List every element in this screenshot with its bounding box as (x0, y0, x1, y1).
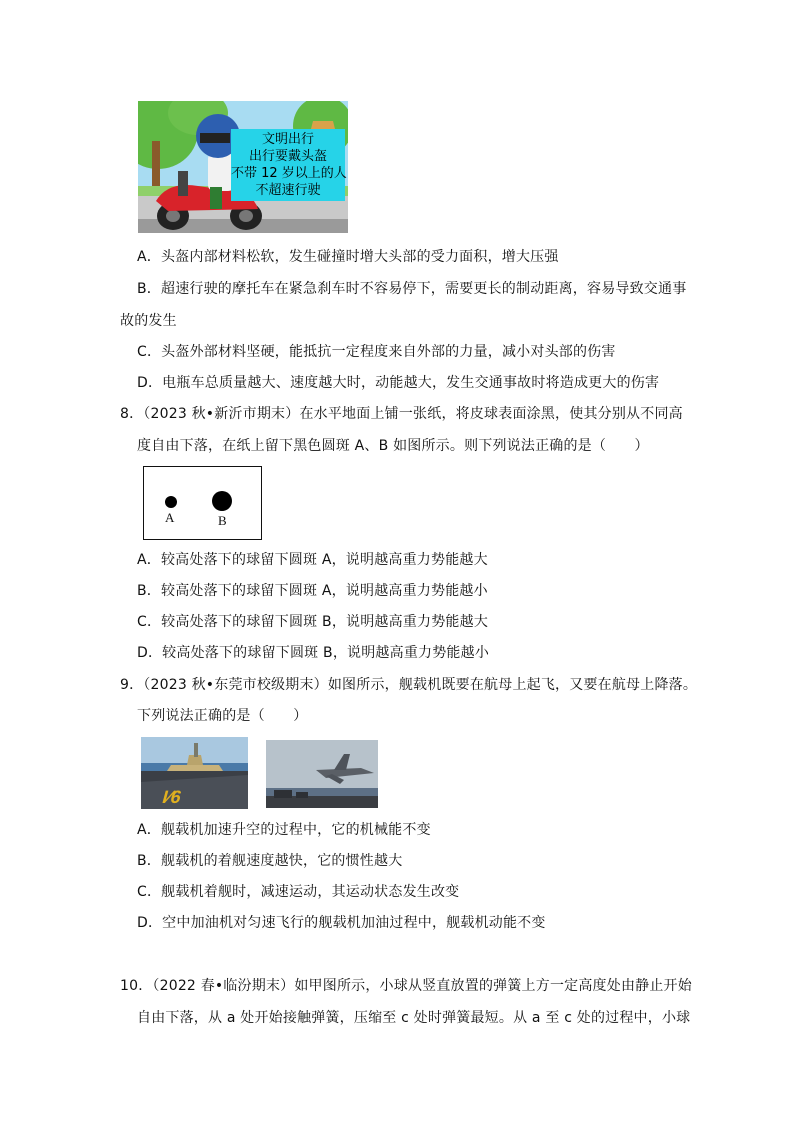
carrier-deck-image (141, 737, 248, 809)
q8-option-b: B．较高处落下的球留下圆斑 A，说明越高重力势能越小 (137, 583, 488, 599)
spot-b-label: B (218, 513, 227, 528)
q9-stem-line-2: 下列说法正确的是（ ） (137, 708, 308, 724)
q7-option-b: B．超速行驶的摩托车在紧急刹车时不容易停下，需要更长的制动距离，容易导致交通事 (137, 281, 687, 297)
caption-line: 出行要戴头盔 (248, 149, 327, 164)
q8-stem-line-1: 8．（2023 秋•新沂市期末）在水平地面上铺一张纸，将皮球表面涂黑，使其分别从不同高 (120, 406, 683, 422)
caption-line: 不超速行驶 (255, 183, 321, 198)
carrier-deck-photo (141, 737, 248, 809)
black-spots-figure (143, 466, 262, 540)
q9-option-c: C．舰载机着舰时，减速运动，其运动状态发生改变 (137, 884, 460, 900)
jet-landing-image (266, 740, 378, 808)
q9-option-a: A．舰载机加速升空的过程中，它的机械能不变 (137, 822, 431, 838)
q8-option-c: C．较高处落下的球留下圆斑 B，说明越高重力势能越大 (137, 614, 489, 630)
helmet-caption-box (231, 129, 345, 201)
q9-option-d: D．空中加油机对匀速飞行的舰载机加油过程中，舰载机动能不变 (137, 915, 546, 931)
q8-stem-line-2: 度自由下落，在纸上留下黑色圆斑 A、B 如图所示。则下列说法正确的是（ ） (137, 438, 649, 454)
q10-stem-line-2: 自由下落，从 a 处开始接触弹簧，压缩至 c 处时弹簧最短。从 a 至 c 处的过程中，小球 (137, 1010, 691, 1026)
q8-option-a: A．较高处落下的球留下圆斑 A，说明越高重力势能越大 (137, 552, 488, 568)
svg-text:I⁄6: I⁄6 (160, 786, 184, 807)
q7-option-b-continued: 故的发生 (120, 313, 177, 329)
caption-line: 不带 12 岁以上的人 (231, 166, 347, 181)
spot-b (212, 491, 232, 511)
q10-stem-line-1: 10．（2022 春•临汾期末）如甲图所示，小球从竖直放置的弹簧上方一定高度处由静止开始 (120, 978, 692, 994)
q9-option-b: B．舰载机的着舰速度越快，它的惯性越大 (137, 853, 403, 869)
q7-option-a: A．头盔内部材料松软，发生碰撞时增大头部的受力面积，增大压强 (137, 249, 559, 265)
q9-stem-line-1: 9．（2023 秋•东莞市校级期末）如图所示，舰载机既要在航母上起飞，又要在航母上降落。 (120, 677, 698, 693)
q7-option-c: C．头盔外部材料坚硬，能抵抗一定程度来自外部的力量，减小对头部的伤害 (137, 344, 616, 360)
helmet-cartoon-figure (138, 101, 348, 233)
spot-a (165, 496, 177, 508)
q8-option-d: D．较高处落下的球留下圆斑 B，说明越高重力势能越小 (137, 645, 490, 661)
spot-a-label: A (165, 510, 175, 525)
q7-option-d: D．电瓶车总质量越大、速度越大时，动能越大，发生交通事故时将造成更大的伤害 (137, 375, 660, 391)
jet-landing-photo (266, 740, 378, 808)
caption-line: 文明出行 (261, 132, 314, 147)
